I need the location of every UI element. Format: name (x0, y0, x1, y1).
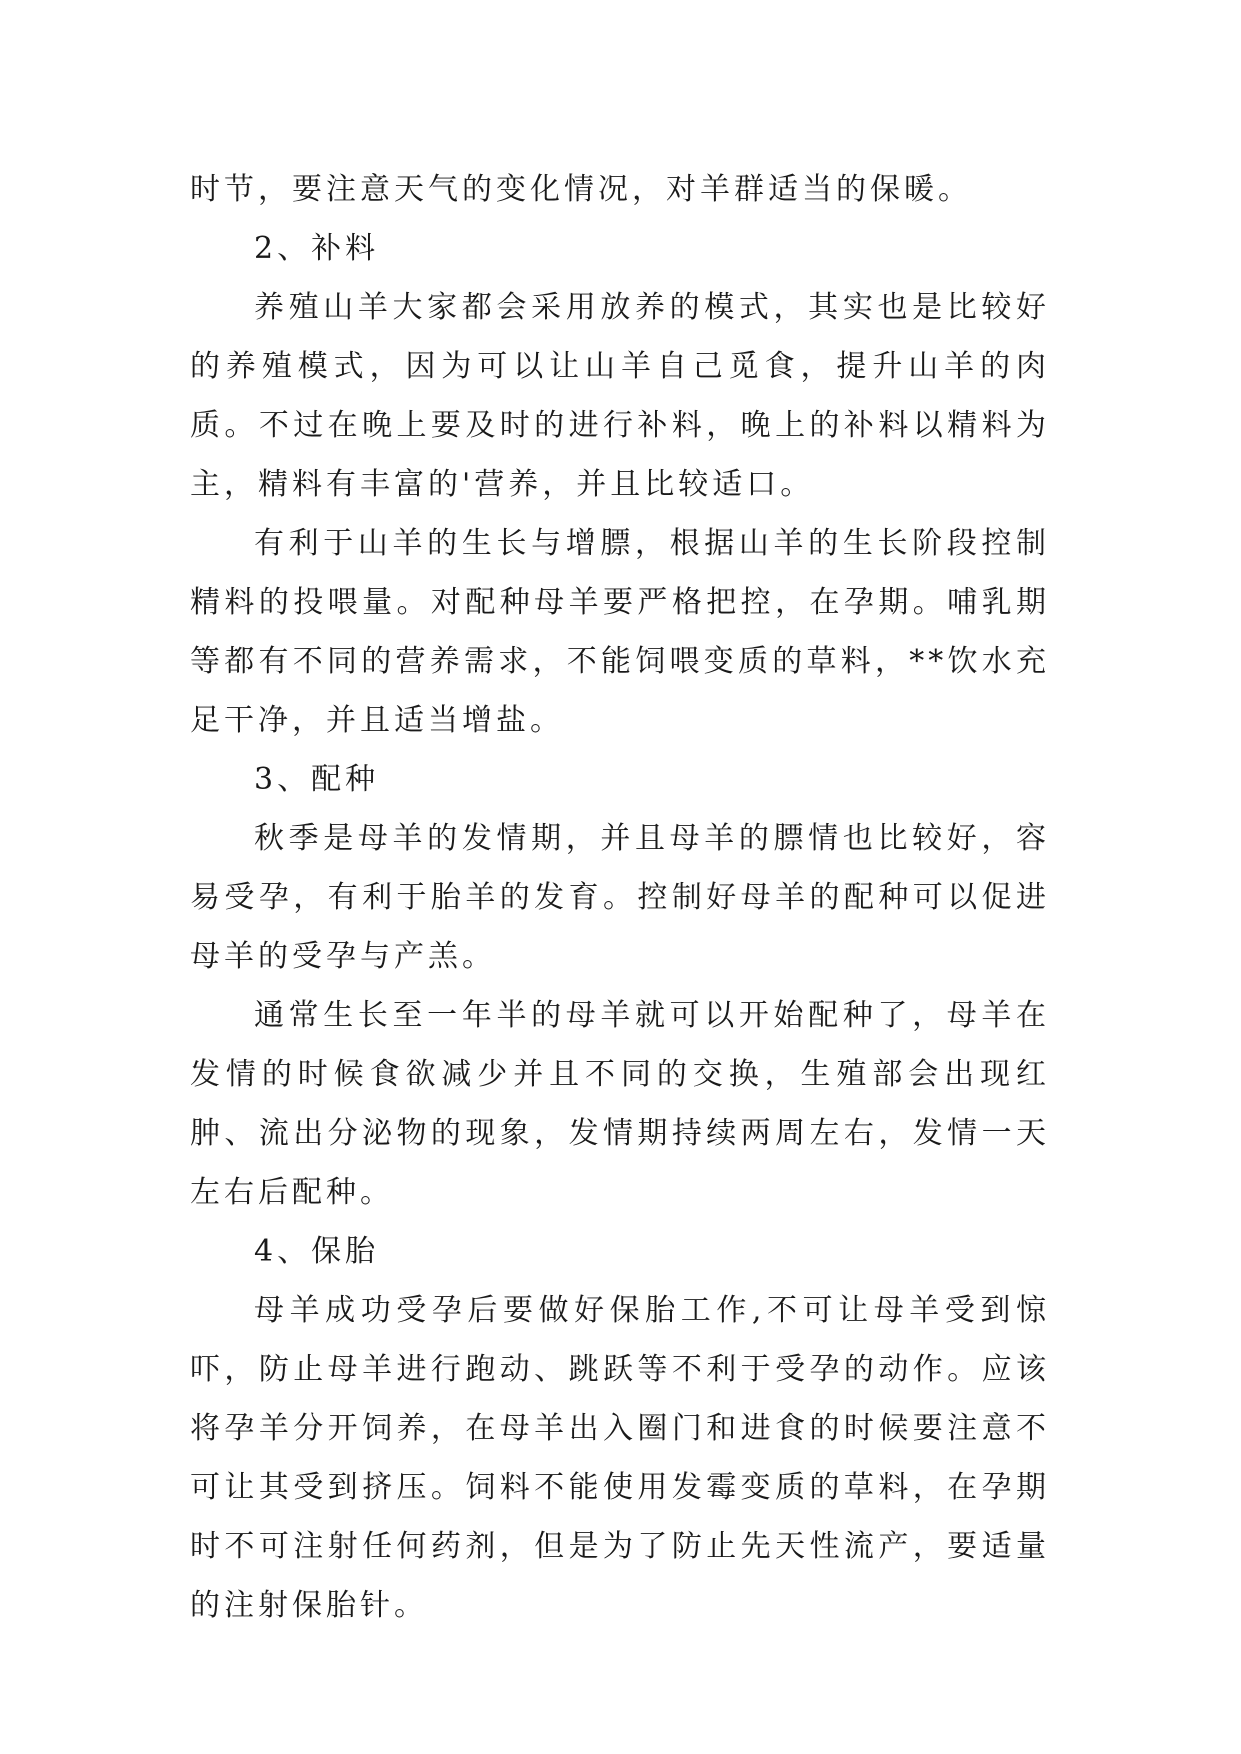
section-heading-breeding: 3、配种 (254, 762, 380, 797)
paragraph-breeding-1: 秋季是母羊的发情期，并且母羊的膘情也比较好，容易受孕，有利于胎羊的发育。控制好母羊的配种可以促进母羊的受孕与产羔。 (190, 821, 1050, 974)
section-heading-supplement-feed: 2、补料 (254, 231, 380, 266)
section-heading-pregnancy-care: 4、保胎 (254, 1234, 380, 1269)
paragraph-breeding-2: 通常生长至一年半的母羊就可以开始配种了，母羊在发情的时候食欲减少并且不同的交换，生殖部会出现红肿、流出分泌物的现象，发情期持续两周左右，发情一天左右后配种。 (190, 998, 1050, 1210)
paragraph-pregnancy-care: 母羊成功受孕后要做好保胎工作,不可让母羊受到惊吓，防止母羊进行跑动、跳跃等不利于受孕的动作。应该将孕羊分开饲养，在母羊出入圈门和进食的时候要注意不可让其受到挤压。饲料不能使用发霉变质的草料，在孕期时不可注射任何药剂，但是为了防止先天性流产，要适量的注射保胎针。 (190, 1293, 1050, 1623)
paragraph-supplement-feed-2: 有利于山羊的生长与增膘，根据山羊的生长阶段控制精料的投喂量。对配种母羊要严格把控，在孕期。哺乳期等都有不同的营养需求，不能饲喂变质的草料，**饮水充足干净，并且适当增盐。 (190, 526, 1050, 738)
paragraph-continuation: 时节，要注意天气的变化情况，对羊群适当的保暖。 (190, 172, 972, 207)
document-body (190, 160, 1050, 1635)
paragraph-supplement-feed-1: 养殖山羊大家都会采用放养的模式，其实也是比较好的养殖模式，因为可以让山羊自己觅食，提升山羊的肉质。不过在晚上要及时的进行补料，晚上的补料以精料为主，精料有丰富的'营养，并且比较适口。 (190, 290, 1050, 502)
